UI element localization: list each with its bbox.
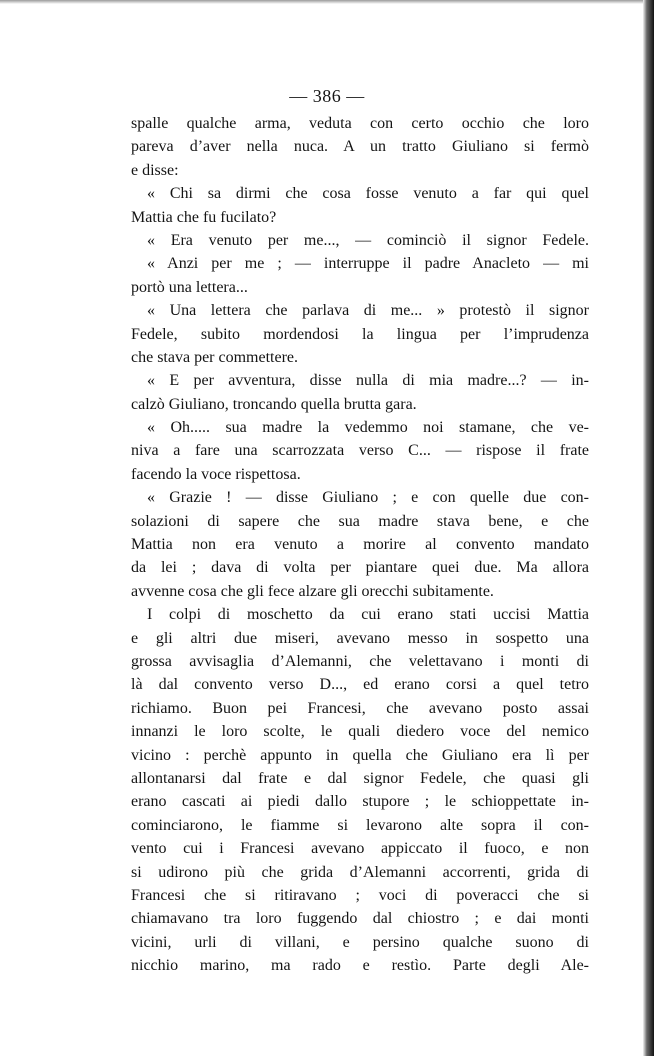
text-line: facendo la voce rispettosa. [131,465,301,483]
text-line: e gli altri due miseri, avevano messo in sospetto una [131,629,589,647]
text-line: calzò Giuliano, troncando quella brutta gara. [131,395,417,413]
page-top-edge [0,0,654,4]
page-number: — 386 — [289,86,365,106]
text-line: richiamo. Buon pei Francesi, che avevano posto assai [131,699,589,717]
text-line: « Una lettera che parlava di me... » protestò il signor [147,302,589,320]
text-line: I colpi di moschetto da cui erano stati uccisi Mattia [147,606,589,624]
text-line: vicini, urli di villani, e persino qualche suono di [131,933,589,951]
body-text [131,112,589,977]
text-line: innanzi le loro scolte, le quali diedero voce del nemico [131,723,589,741]
text-line: « Era venuto per me..., — cominciò il signor Fedele. [147,231,589,249]
text-line: chiamavano tra loro fuggendo dal chiostro ; e dai monti [131,910,589,928]
text-line: « E per avventura, disse nulla di mia madre...? — in- [147,372,589,390]
text-line: avvenne cosa che gli fece alzare gli orecchi subitamente. [131,582,494,600]
text-line: solazioni di sapere che sua madre stava bene, e che [131,512,589,530]
text-line: vicino : perchè appunto in quella che Giuliano era lì per [131,746,589,764]
text-line: erano cascati ai piedi dallo stupore ; le schioppettate in- [131,793,589,811]
text-line: niva a fare una scarrozzata verso C... — rispose il frate [131,442,589,460]
text-line: si udirono più che grida d’Alemanni accorrenti, grida di [131,863,589,881]
text-line: « Oh..... sua madre la vedemmo noi stamane, che ve- [147,419,589,437]
text-line: vento cui i Francesi avevano appiccato il fuoco, e non [131,840,589,858]
text-line: Fedele, subito mordendosi la lingua per l’imprudenza [131,325,589,343]
text-line: da lei ; dava di volta per piantare quei due. Ma allora [131,559,589,577]
text-line: « Grazie ! — disse Giuliano ; e con quelle due con- [147,489,589,507]
text-line: Francesi che si ritiravano ; voci di poveracci che si [131,886,589,904]
text-line: pareva d’aver nella nuca. A un tratto Giuliano si fermò [131,138,589,156]
text-line: che stava per commettere. [131,348,299,366]
text-line: là dal convento verso D..., ed erano corsi a quel tetro [131,676,589,694]
text-line: Mattia non era venuto a morire al convento mandato [131,536,589,554]
text-line: « Chi sa dirmi che cosa fosse venuto a far qui quel [147,185,589,203]
text-line: « Anzi per me ; — interruppe il padre Anacleto — mi [147,255,589,273]
text-line: cominciarono, le fiamme si levarono alte sopra il con- [131,816,589,834]
text-line: Mattia che fu fucilato? [131,208,277,226]
text-line: allontanarsi dal frate e dal signor Fedele, che quasi gli [131,769,589,787]
book-spine-shadow [643,0,654,1056]
text-line: nicchio marino, ma rado e restìo. Parte degli Ale- [131,957,589,975]
text-line: spalle qualche arma, veduta con certo occhio che loro [131,115,589,132]
text-line: e disse: [131,161,179,179]
text-line: portò una lettera... [131,278,248,296]
text-line: grossa avvisaglia d’Alemanni, che velettavano i monti di [131,652,589,670]
